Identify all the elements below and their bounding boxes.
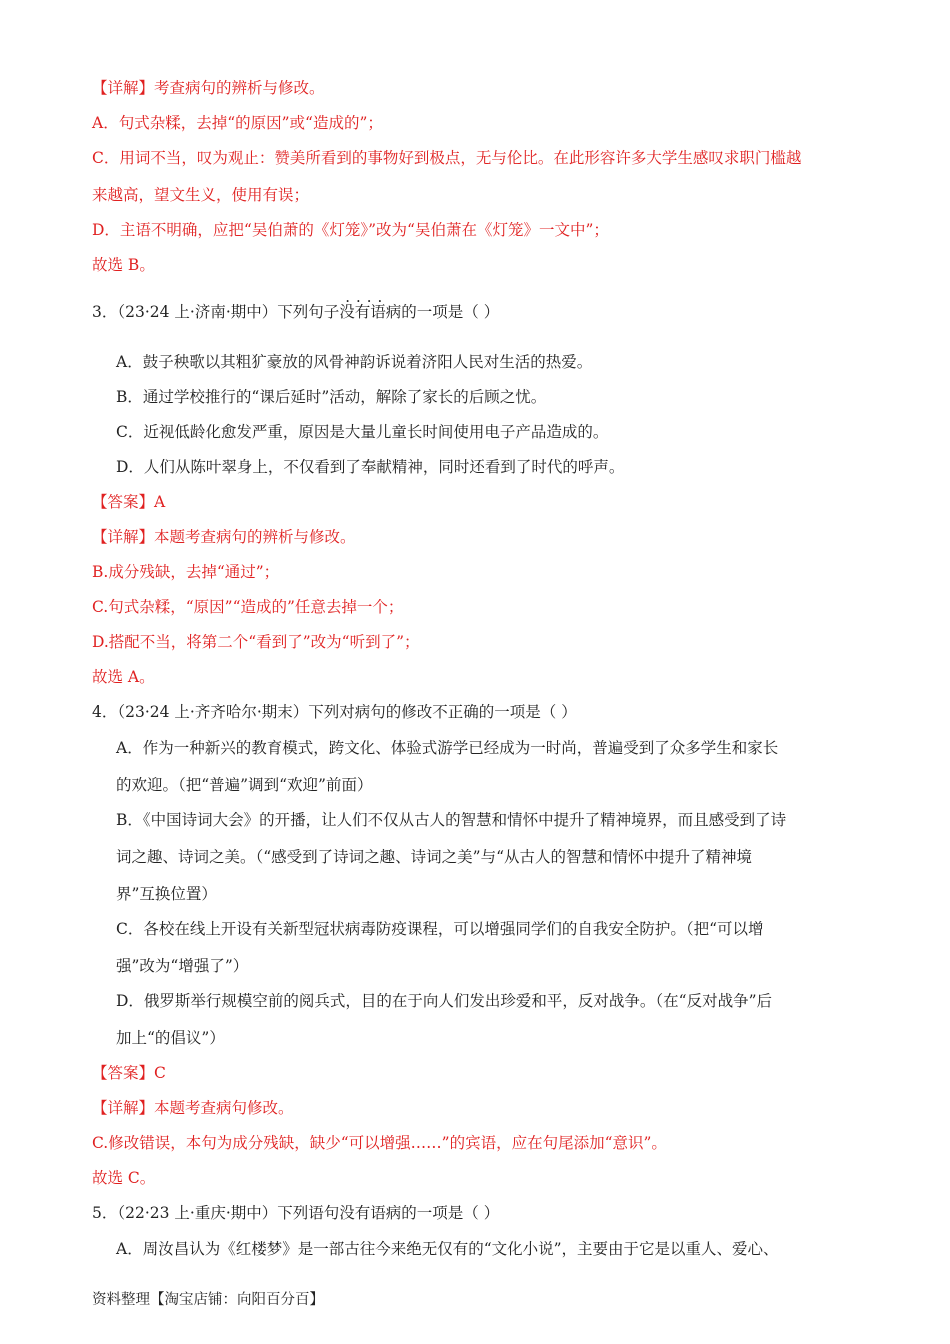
explanation-heading: 【详解】考查病句的辨析与修改。	[92, 79, 325, 97]
q4-option-a-cont: 的欢迎。（把“普遍”调到“欢迎”前面）	[116, 776, 373, 794]
q4-explanation-c: C.修改错误，本句为成分残缺，缺少“可以增强……”的宾语，应在句尾添加“意识”。	[92, 1134, 667, 1152]
q4-option-c: C．各校在线上开设有关新型冠状病毒防疫课程，可以增强同学们的自我安全防护。（把“可以增	[116, 920, 764, 938]
question-4: 4．（23·24 上·齐齐哈尔·期末）下列对病句的修改不正确的一项是（ ）	[92, 703, 577, 721]
q3-option-d: D．人们从陈叶翠身上，不仅看到了奉献精神，同时还看到了时代的呼声。	[116, 458, 625, 476]
q3-option-a: A．鼓子秧歌以其粗犷豪放的风骨神韵诉说着济阳人民对生活的热爱。	[116, 353, 593, 371]
page-footer: 资料整理【淘宝店铺：向阳百分百】	[92, 1292, 324, 1308]
question-3-emphasis: · · 没有语病	[339, 303, 401, 321]
q3-explanation-c: C.句式杂糅，“原因”“造成的”任意去掉一个；	[92, 598, 404, 616]
q3-option-b: B．通过学校推行的“课后延时”活动，解除了家长的后顾之忧。	[116, 388, 547, 406]
choose-b: 故选 B。	[92, 256, 155, 274]
question-3	[92, 302, 499, 322]
q3-option-c: C．近视低龄化愈发严重，原因是大量儿童长时间使用电子产品造成的。	[116, 423, 609, 441]
q4-option-a: A．作为一种新兴的教育模式，跨文化、体验式游学已经成为一时尚，普遍受到了众多学生和家长	[116, 739, 779, 757]
q4-option-c-cont: 强”改为“增强了”）	[116, 957, 249, 975]
q3-choose: 故选 A。	[92, 668, 155, 686]
q4-option-d-cont: 加上“的倡议”）	[116, 1029, 225, 1047]
question-3-prefix: 3．（23·24 上·济南·期中）下列句子	[92, 303, 340, 321]
q4-option-b-cont2: 界”互换位置）	[116, 885, 217, 903]
explanation-c-cont: 来越高，望文生义，使用有误；	[92, 186, 310, 204]
q4-option-d: D．俄罗斯举行规模空前的阅兵式，目的在于向人们发出珍爱和平，反对战争。（在“反对战争”后	[116, 992, 773, 1010]
q3-answer: 【答案】A	[92, 493, 166, 511]
explanation-a: A．句式杂糅，去掉“的原因”或“造成的”；	[92, 114, 383, 132]
q4-answer: 【答案】C	[92, 1064, 166, 1082]
q4-option-b-cont: 词之趣、诗词之美。（“感受到了诗词之趣、诗词之美”与“从古人的智慧和情怀中提升了精神境	[116, 848, 753, 866]
q4-option-b: B．《中国诗词大会》的开播，让人们不仅从古人的智慧和情怀中提升了精神境界，而且感受到了诗	[116, 811, 787, 829]
question-5: 5．（22·23 上·重庆·期中）下列语句没有语病的一项是（ ）	[92, 1204, 500, 1222]
q4-choose: 故选 C。	[92, 1169, 156, 1187]
q3-explanation-d: D.搭配不当，将第二个“看到了”改为“听到了”；	[92, 633, 420, 651]
q5-option-a: A．周汝昌认为《红楼梦》是一部古往今来绝无仅有的“文化小说”，主要由于它是以重人、爱心、	[116, 1240, 779, 1258]
q4-explanation: 【详解】本题考查病句修改。	[92, 1099, 294, 1117]
q3-explanation-b: B.成分残缺，去掉“通过”；	[92, 563, 280, 581]
question-3-suffix: 的一项是（ ）	[401, 303, 500, 321]
explanation-d: D．主语不明确，应把“吴伯萧的《灯笼》”改为“吴伯萧在《灯笼》一文中”；	[92, 221, 609, 239]
explanation-c: C．用词不当，叹为观止：赞美所看到的事物好到极点，无与伦比。在此形容许多大学生感叹求职门槛越	[92, 149, 802, 167]
q3-explanation: 【详解】本题考查病句的辨析与修改。	[92, 528, 356, 546]
